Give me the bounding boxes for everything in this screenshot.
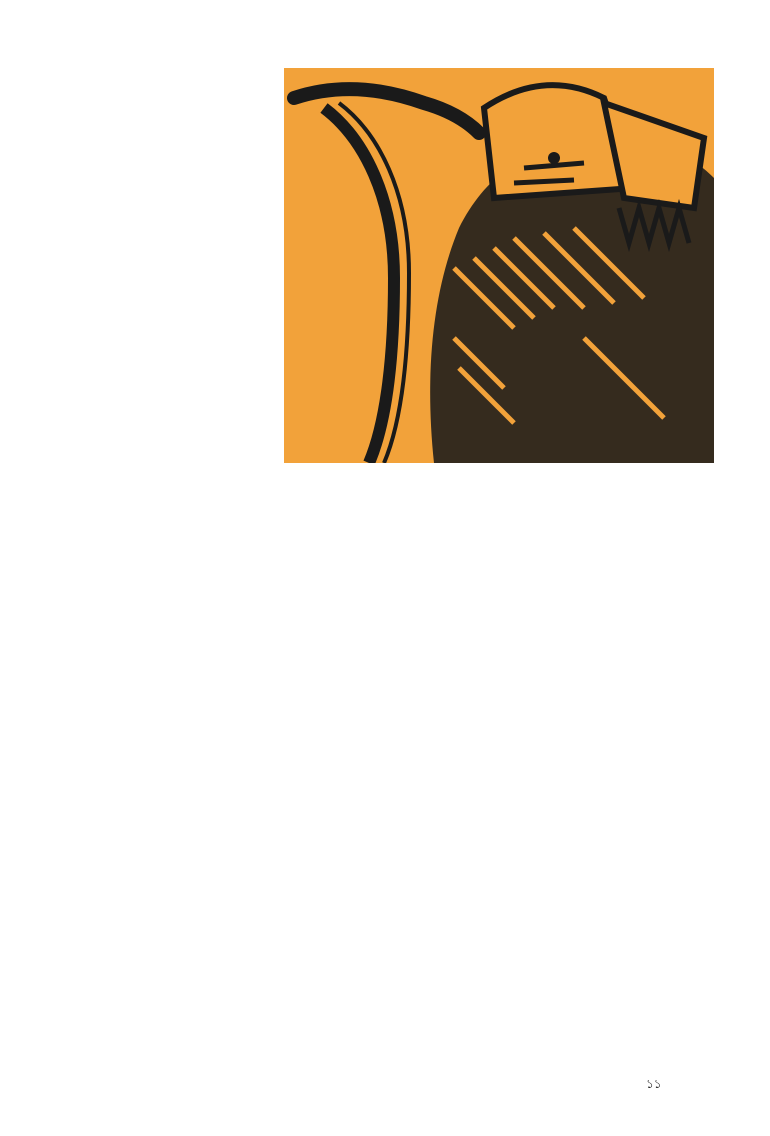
text-column-middle [284, 472, 492, 1002]
page-number: ১১ [646, 1077, 662, 1091]
text-column-right [504, 472, 712, 992]
text-column-left [57, 66, 271, 866]
illustration [284, 68, 714, 463]
warrior-illustration-icon [284, 68, 714, 463]
